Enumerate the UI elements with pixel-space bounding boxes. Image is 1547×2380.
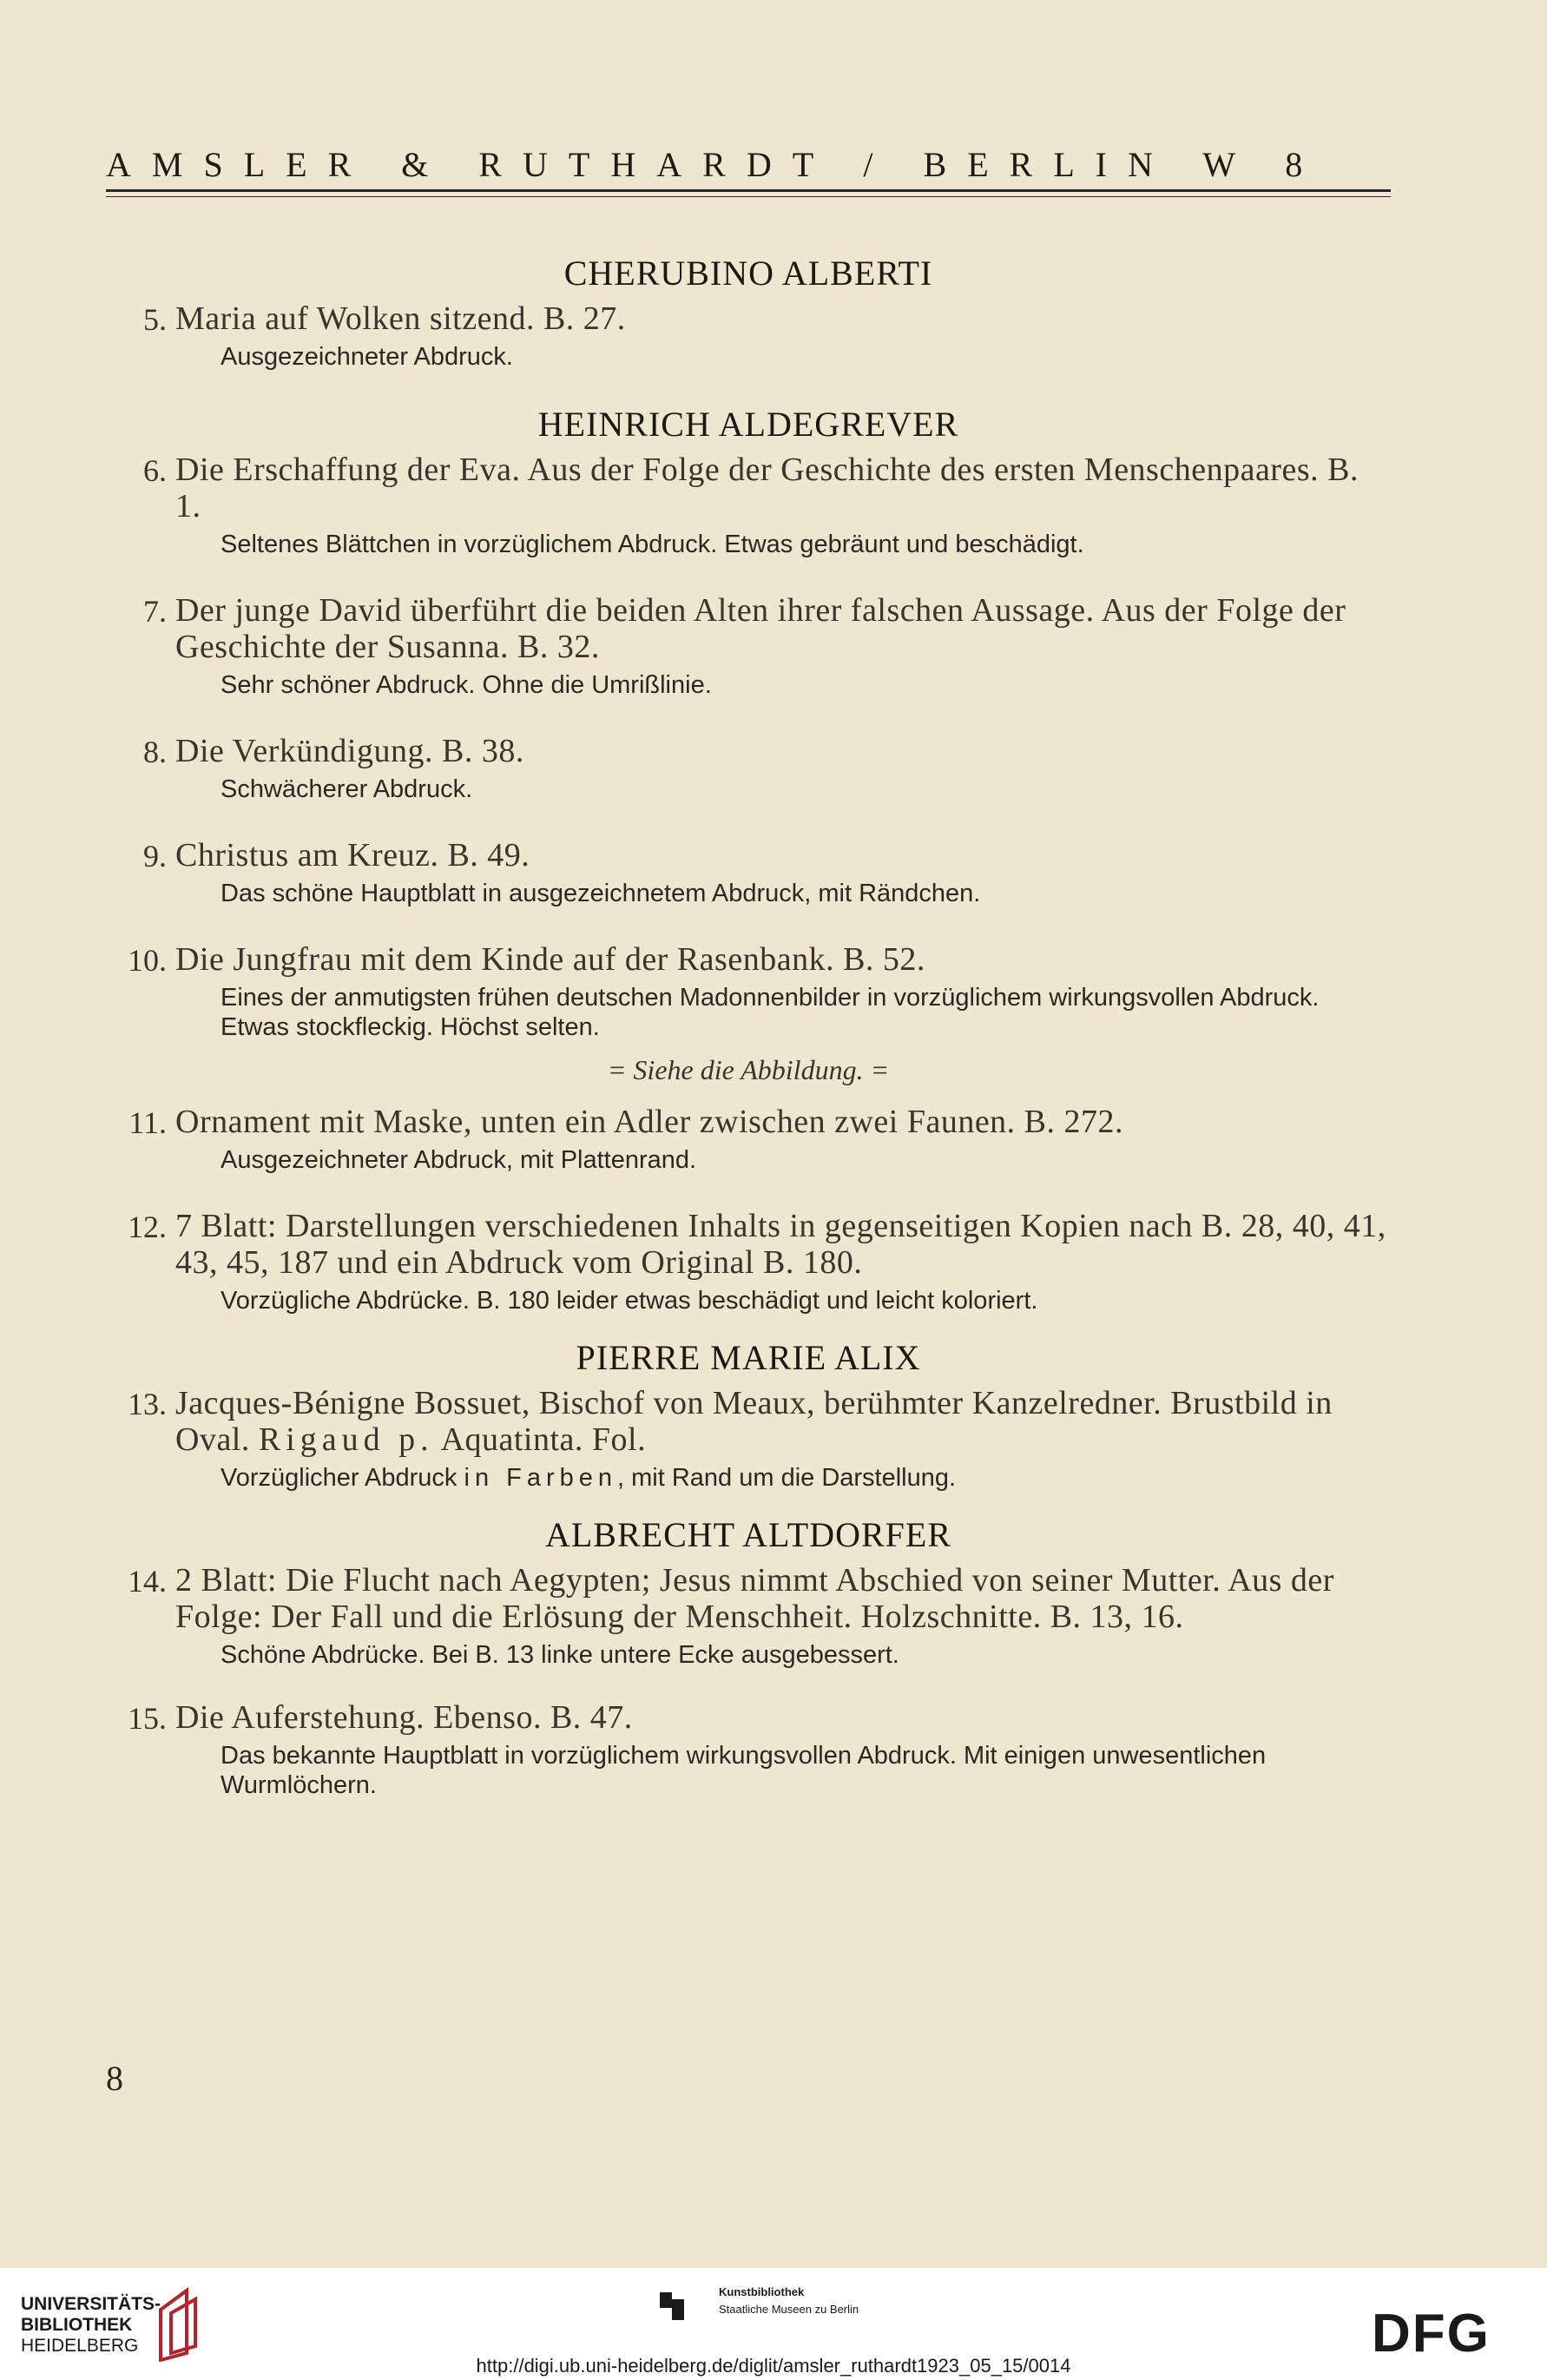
entry-note: Seltenes Blättchen in vorzüglichem Abdruck. Etwas gebräunt und beschädigt. (221, 531, 1084, 558)
entry-note: Schöne Abdrücke. Bei B. 13 linke untere Ecke ausgebessert. (221, 1641, 899, 1669)
entry-note-rest: , mit Rand um die Darstellung. (617, 1464, 957, 1492)
catalog-entry (106, 300, 1391, 372)
entry-title (175, 1385, 1391, 1458)
see-illustration: = Siehe die Abbildung. = (607, 1054, 890, 1085)
entry-number: 9. (143, 839, 167, 874)
entry-note: Das bekannte Hauptblatt in vorzüglichem wirkungsvollen Abdruck. Mit einigen unwesentlichen Wurmlöchern. (221, 1742, 1267, 1799)
catalog-entry (106, 1562, 1391, 1670)
ub-logo-line3: HEIDELBERG (21, 2336, 139, 2356)
entry-number: 6. (143, 453, 167, 488)
entry-number: 14. (128, 1564, 167, 1599)
artist-heading-alberti: CHERUBINO ALBERTI (563, 254, 933, 293)
kb-logo-line2: Staatliche Museen zu Berlin (719, 2303, 859, 2316)
kunstbibliothek-logo[interactable] (719, 2284, 859, 2318)
entry-title: Die Erschaffung der Eva. Aus der Folge der Geschichte des ersten Menschenpaares. B. 1. (175, 452, 1359, 524)
entry-note-main: Vorzüglicher Abdruck (221, 1464, 458, 1492)
catalog-entry (106, 1385, 1391, 1493)
source-url[interactable]: http://digi.ub.uni-heidelberg.de/diglit/amsler_ruthardt1923_05_15/0014 (476, 2355, 1071, 2377)
ub-logo-line2: BIBLIOTHEK (21, 2315, 133, 2335)
entry-note (221, 1463, 1391, 1493)
artist-heading-alix: PIERRE MARIE ALIX (576, 1338, 921, 1377)
catalog-entry (106, 452, 1391, 559)
kb-logo-line1: Kunstbibliothek (719, 2285, 805, 2298)
entry-title: Maria auf Wolken sitzend. B. 27. (175, 300, 626, 337)
catalog-entry (106, 733, 1391, 804)
entry-title: 2 Blatt: Die Flucht nach Aegypten; Jesus nimmt Abschied von seiner Mutter. Aus der Folge: Der Fall und die Erlösung der Menschheit. Holzschnitte. B. 13, 16. (175, 1562, 1334, 1635)
entry-title: Christus am Kreuz. B. 49. (175, 837, 530, 874)
entry-title: Die Verkündigung. B. 38. (175, 733, 524, 769)
artist-heading-altdorfer: ALBRECHT ALTDORFER (544, 1515, 952, 1554)
catalog-entry (106, 941, 1391, 1042)
entry-number: 11. (128, 1105, 167, 1140)
entry-note: Das schöne Hauptblatt in ausgezeichnetem Abdruck, mit Rändchen. (221, 880, 981, 907)
entry-title: 7 Blatt: Darstellungen verschiedenen Inhalts in gegenseitigen Kopien nach B. 28, 40, 41, 43, 45, 187 und ein Abdruck vom Original B. 180. (175, 1208, 1386, 1281)
entry-number: 12. (128, 1210, 167, 1244)
entry-note: Ausgezeichneter Abdruck, mit Plattenrand. (221, 1146, 697, 1174)
dfg-logo[interactable]: DFG (1372, 2304, 1491, 2364)
catalog-content (106, 252, 1391, 1800)
catalog-entry (106, 592, 1391, 700)
publisher-header: AMSLER & RUTHARDT / BERLIN W 8 (106, 145, 1324, 184)
entry-note: Vorzügliche Abdrücke. B. 180 leider etwas beschädigt und leicht koloriert. (221, 1287, 1038, 1315)
entry-number: 15. (128, 1701, 167, 1736)
entry-number: 8. (143, 735, 167, 769)
entry-note: Sehr schöner Abdruck. Ohne die Umrißlinie. (221, 671, 712, 699)
catalog-entry (106, 1104, 1391, 1175)
kunstbibliothek-logo-icon (658, 2287, 688, 2322)
entry-title: Der junge David überführt die beiden Alten ihrer falschen Aussage. Aus der Folge der Geschichte der Susanna. B. 32. (175, 592, 1346, 665)
entry-title-engraver: Rigaud p. (258, 1421, 434, 1458)
catalog-entry (106, 837, 1391, 908)
page-number: 8 (106, 2059, 123, 2098)
header-rule-thin (106, 196, 1391, 197)
entry-number: 10. (128, 943, 167, 978)
entry-number: 5. (143, 302, 167, 337)
entry-title-technique: Aquatinta. Fol. (440, 1421, 647, 1458)
ub-logo-icon (152, 2284, 213, 2362)
entry-title: Die Jungfrau mit dem Kinde auf der Rasenbank. B. 52. (175, 941, 925, 978)
entry-note: Ausgezeichneter Abdruck. (221, 343, 513, 371)
entry-title: Ornament mit Maske, unten ein Adler zwischen zwei Faunen. B. 272. (175, 1104, 1124, 1140)
entry-number: 7. (143, 594, 167, 629)
entry-number: 13. (128, 1387, 167, 1421)
catalog-entry (106, 1208, 1391, 1315)
ub-heidelberg-logo[interactable] (21, 2294, 161, 2357)
header-rule (106, 189, 1391, 192)
catalog-entry (106, 1699, 1391, 1800)
entry-note-emphasis: in Farben (464, 1464, 618, 1492)
entry-title: Die Auferstehung. Ebenso. B. 47. (175, 1699, 633, 1736)
entry-note: Eines der anmutigsten frühen deutschen Madonnenbilder in vorzüglichem wirkungsvollen Abdruck. Etwas stockfleckig. Höchst selten. (221, 984, 1320, 1041)
footer-bar (0, 2268, 1547, 2380)
entry-title-main: Jacques-Bénigne Bossuet, Bischof von Meaux, berühmter Kanzelredner. Brustbild in Oval. (175, 1385, 1333, 1458)
artist-heading-aldegrever: HEINRICH ALDEGREVER (537, 405, 959, 444)
entry-note: Schwächerer Abdruck. (221, 775, 473, 803)
ub-logo-line1: UNIVERSITÄTS- (21, 2294, 161, 2314)
